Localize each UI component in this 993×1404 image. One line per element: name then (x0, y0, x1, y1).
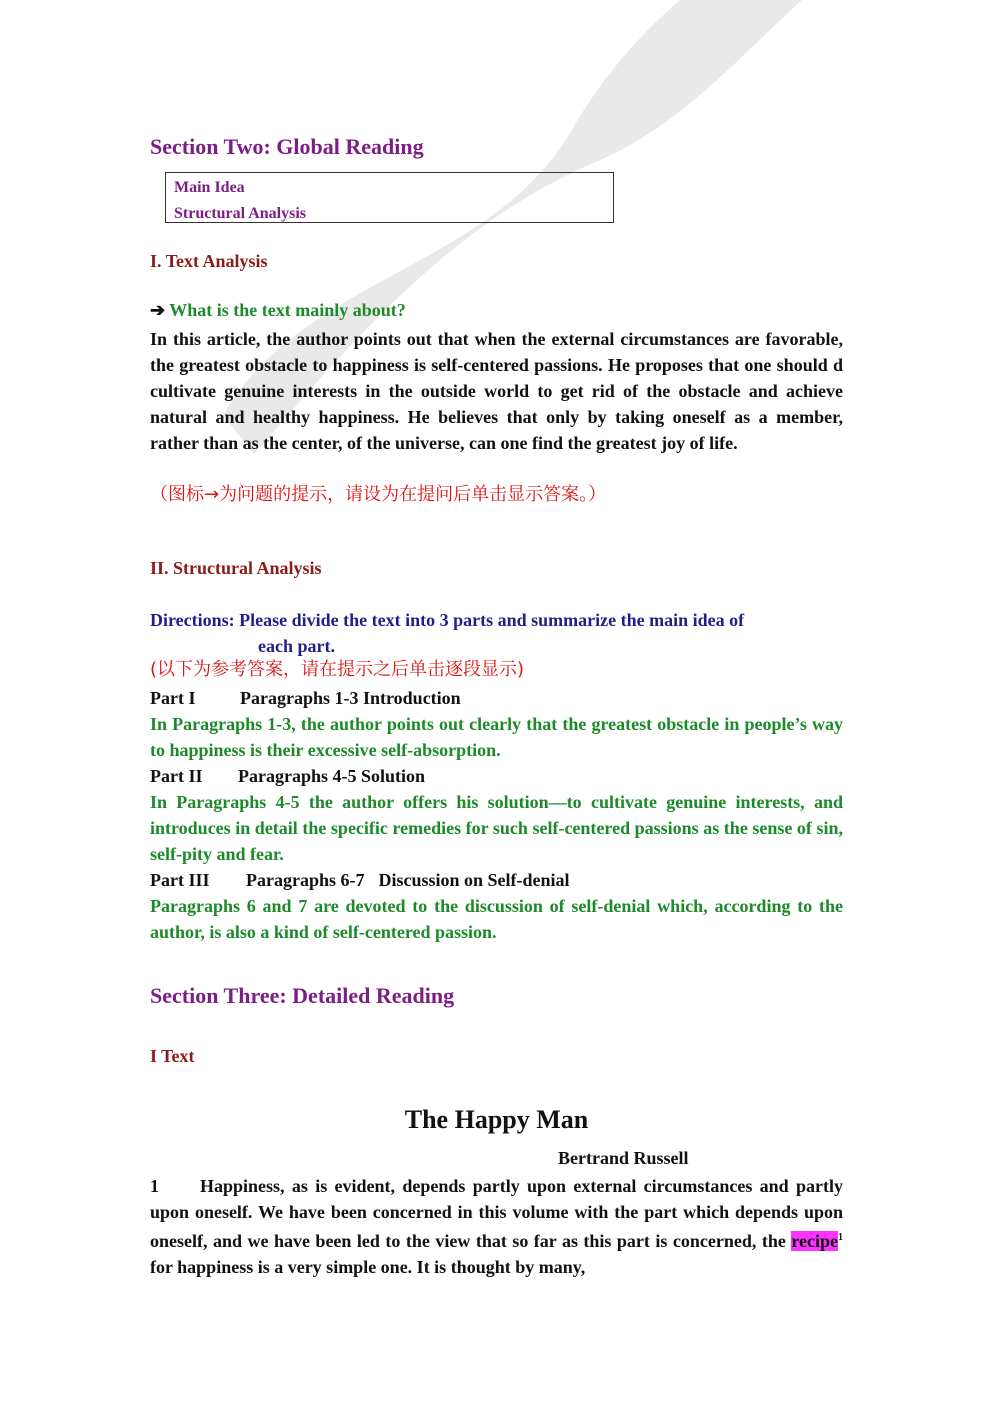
text-analysis-note: （图标→为问题的提示，请设为在提问后单击显示答案。） (150, 484, 607, 505)
outline-item-main-idea[interactable]: Main Idea (174, 179, 245, 196)
directions-text: Please divide the text into 3 parts and summarize the main idea of (239, 610, 745, 630)
part-1-summary: In Paragraphs 1-3, the author points out clearly that the greatest obstacle in people’s way to happiness is their excessive self-absorption. (150, 714, 843, 760)
part-3-summary: Paragraphs 6 and 7 are devoted to the discussion of self-denial which, according to the author, is also a kind of self-centered passion. (150, 896, 843, 942)
part-3-topic: Discussion on Self-denial (378, 870, 570, 890)
section-two-title: Section Two: Global Reading (150, 134, 424, 159)
article-paragraph-1 (150, 1173, 843, 1280)
text-analysis-heading: I. Text Analysis (150, 251, 268, 271)
part-2-paras: Paragraphs 4-5 (238, 766, 357, 786)
text-heading: I Text (150, 1046, 195, 1066)
footnote-marker[interactable]: 1 (838, 1232, 843, 1243)
text-analysis-answer: In this article, the author points out that when the external circumstances are favorable, the greatest obstacle to happiness is self-centered passions. He proposes that one should d cultivate genuine interests in the outside world to get rid of the obstacle and achieve natural and healthy happiness. He believes that only by taking oneself as a member, rather than as the center, of the universe, can one find the greatest joy of life. (150, 329, 843, 453)
part-2-summary: In Paragraphs 4-5 the author offers his solution—to cultivate genuine interests, and introduces in detail the specific remedies for such self-centered passions as the sense of sin, self-pity and fear. (150, 792, 843, 864)
article-author: Bertrand Russell (558, 1148, 689, 1168)
structural-analysis-heading: II. Structural Analysis (150, 558, 322, 578)
directions-continued: each part. (258, 636, 335, 656)
section-three-title: Section Three: Detailed Reading (150, 983, 455, 1008)
part-3-paras: Paragraphs 6-7 (246, 870, 365, 890)
paragraph-text-before: Happiness, as is evident, depends partly upon external circumstances and partly upon oneself. We have been concerned in this volume with the part which depends upon oneself, and we have been led to the view that so far as this part is concerned, the (150, 1176, 843, 1251)
outline-box (165, 172, 614, 223)
part-1-paras: Paragraphs 1-3 (240, 688, 359, 708)
part-2-topic: Solution (361, 766, 426, 786)
right-arrow-icon: ➔ (150, 300, 166, 320)
directions-label: Directions: (150, 610, 235, 630)
vocab-highlight-recipe[interactable]: recipe (791, 1231, 838, 1251)
part-3-label: Part III (150, 870, 210, 890)
outline-item-structural-analysis[interactable]: Structural Analysis (174, 205, 307, 222)
part-1-header (150, 685, 461, 711)
part-1-label: Part I (150, 688, 196, 708)
part-2-header (150, 763, 425, 789)
directions (150, 607, 843, 633)
question-text: What is the text mainly about? (169, 300, 406, 320)
part-3-header (150, 867, 570, 893)
part-2-label: Part II (150, 766, 203, 786)
part-1-topic: Introduction (363, 688, 461, 708)
paragraph-text-after: for happiness is a very simple one. It is thought by many, (150, 1257, 586, 1277)
paragraph-number: 1 (150, 1176, 159, 1196)
structural-analysis-note: (以下为参考答案，请在提示之后单击逐段显示) (150, 659, 525, 680)
article-title: The Happy Man (404, 1105, 589, 1134)
question-row[interactable] (150, 300, 406, 321)
